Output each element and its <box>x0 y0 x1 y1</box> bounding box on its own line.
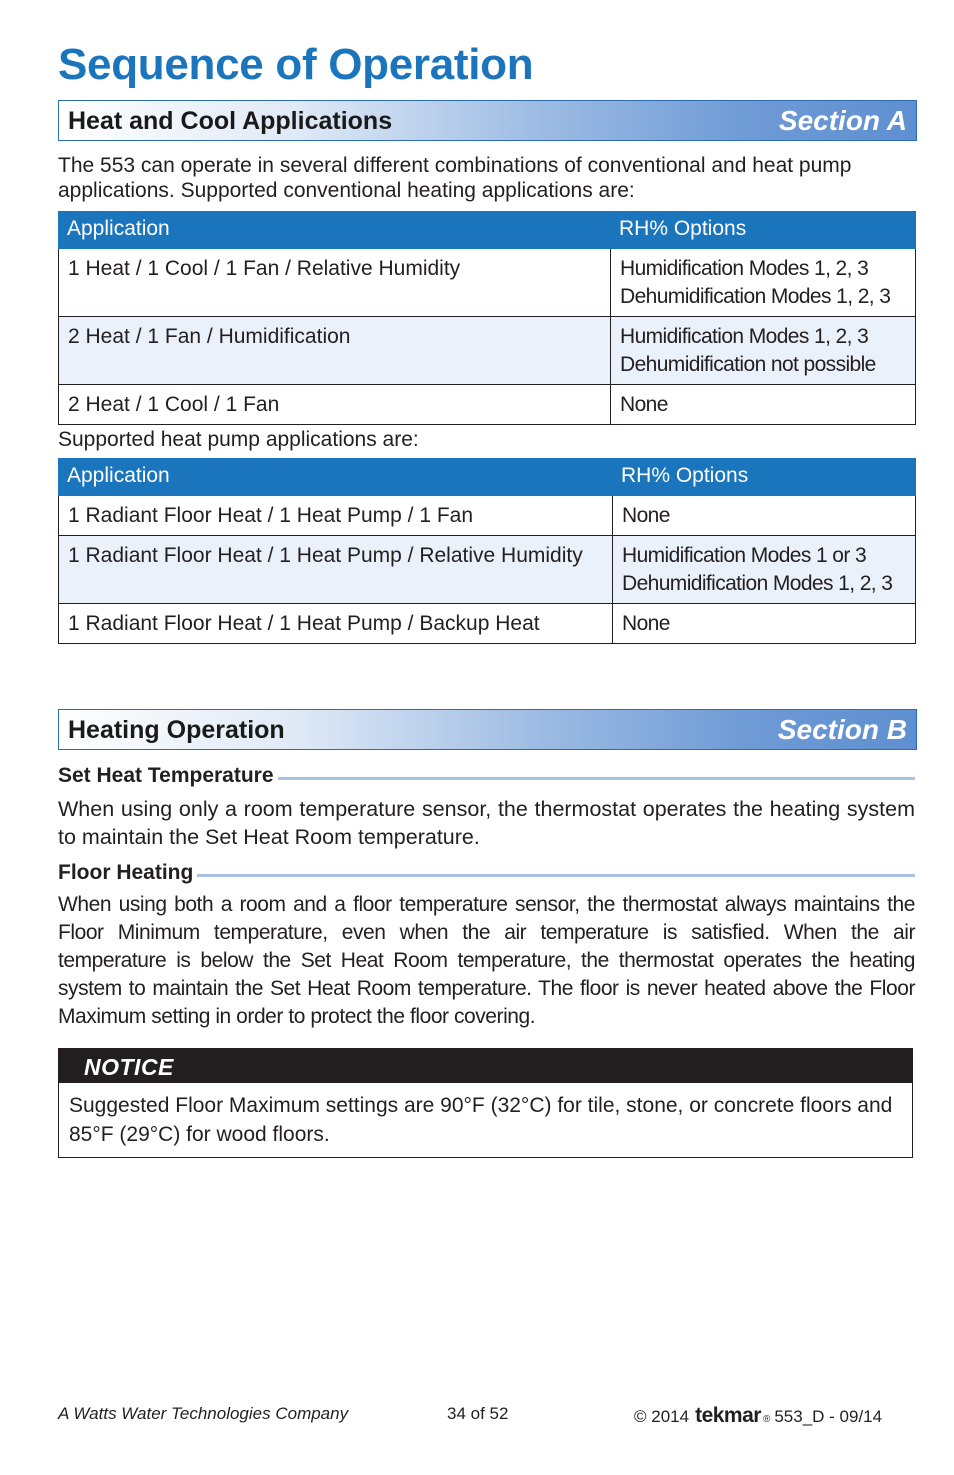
registered-mark: ® <box>762 1414 771 1425</box>
rh-options-cell <box>613 536 916 604</box>
rh-options-cell <box>611 249 916 317</box>
rh-option: Humidification Modes 1, 2, 3 <box>620 257 869 280</box>
section-a-label: Section A <box>778 105 907 136</box>
column-header-application: Application <box>59 459 613 496</box>
conventional-applications-table <box>58 211 916 425</box>
section-b-header <box>58 709 917 750</box>
footer-doc-code: 553_D - 09/14 <box>774 1407 883 1426</box>
rh-options-cell <box>611 385 916 425</box>
application-cell: 1 Radiant Floor Heat / 1 Heat Pump / Relative Humidity <box>59 536 613 604</box>
rh-option: None <box>622 504 670 527</box>
footer-copyright: © 2014 <box>634 1407 690 1426</box>
section-b-label: Section B <box>777 714 907 745</box>
rh-option: Humidification Modes 1, 2, 3 <box>620 325 869 348</box>
floor-heating-text: When using both a room and a floor temperature sensor, the thermostat always maintains the Floor Minimum temperature, even when the air temperature is satisfied. When the air temperature is below the Set Heat Room temperature, the thermostat operates the heating system to maintain the Set Heat Room temperature. The floor is never heated above the Floor Maximum setting in order to protect the floor covering. <box>58 893 915 1028</box>
footer-right <box>634 1404 882 1428</box>
tekmar-logo: tekmar <box>695 1404 761 1427</box>
table-row <box>59 604 916 644</box>
table-row <box>59 249 916 317</box>
footer-company: A Watts Water Technologies Company <box>58 1404 349 1423</box>
heading-rule <box>197 874 915 877</box>
application-cell: 2 Heat / 1 Cool / 1 Fan <box>59 385 611 425</box>
table-header-row <box>59 459 916 496</box>
rh-option: None <box>622 612 670 635</box>
column-header-application: Application <box>59 212 611 249</box>
set-heat-temperature-title: Set Heat Temperature <box>58 764 274 787</box>
floor-heating-heading <box>58 859 915 887</box>
section-a-title: Heat and Cool Applications <box>68 107 393 135</box>
table-row <box>59 317 916 385</box>
heat-pump-intro: Supported heat pump applications are: <box>58 428 419 451</box>
application-cell: 1 Radiant Floor Heat / 1 Heat Pump / Backup Heat <box>59 604 613 644</box>
rh-options-cell <box>611 317 916 385</box>
rh-options-cell <box>613 604 916 644</box>
rh-option: Dehumidification Modes 1, 2, 3 <box>622 572 893 595</box>
notice-label: NOTICE <box>59 1049 912 1083</box>
rh-options-cell <box>613 496 916 536</box>
application-cell: 1 Heat / 1 Cool / 1 Fan / Relative Humidity <box>59 249 611 317</box>
column-header-rh-options: RH% Options <box>611 212 916 249</box>
section-a-intro: The 553 can operate in several different combinations of conventional and heat pump applications. Supported conventional heating applications are: <box>58 154 852 202</box>
rh-option: Humidification Modes 1 or 3 <box>622 544 867 567</box>
heading-rule <box>278 777 915 780</box>
rh-option: Dehumidification Modes 1, 2, 3 <box>620 285 891 308</box>
table-row <box>59 385 916 425</box>
rh-option: None <box>620 393 668 416</box>
page-title: Sequence of Operation <box>58 40 534 89</box>
heat-pump-applications-table <box>58 458 916 644</box>
notice-text: Suggested Floor Maximum settings are 90°F (32°C) for tile, stone, or concrete floors and 85°F (29°C) for wood floors. <box>69 1094 893 1146</box>
application-cell: 2 Heat / 1 Fan / Humidification <box>59 317 611 385</box>
floor-heating-title: Floor Heating <box>58 861 194 884</box>
set-heat-temperature-heading <box>58 762 915 790</box>
table-row <box>59 536 916 604</box>
table-row <box>59 496 916 536</box>
column-header-rh-options: RH% Options <box>613 459 916 496</box>
section-b-title: Heating Operation <box>68 716 285 744</box>
notice-box <box>58 1048 913 1158</box>
table-header-row <box>59 212 916 249</box>
application-cell: 1 Radiant Floor Heat / 1 Heat Pump / 1 Fan <box>59 496 613 536</box>
section-a-header <box>58 100 917 141</box>
rh-option: Dehumidification not possible <box>620 353 876 376</box>
footer-page-number: 34 of 52 <box>447 1404 509 1423</box>
set-heat-temperature-text: When using only a room temperature sensor, the thermostat operates the heating system to maintain the Set Heat Room temperature. <box>58 797 915 849</box>
